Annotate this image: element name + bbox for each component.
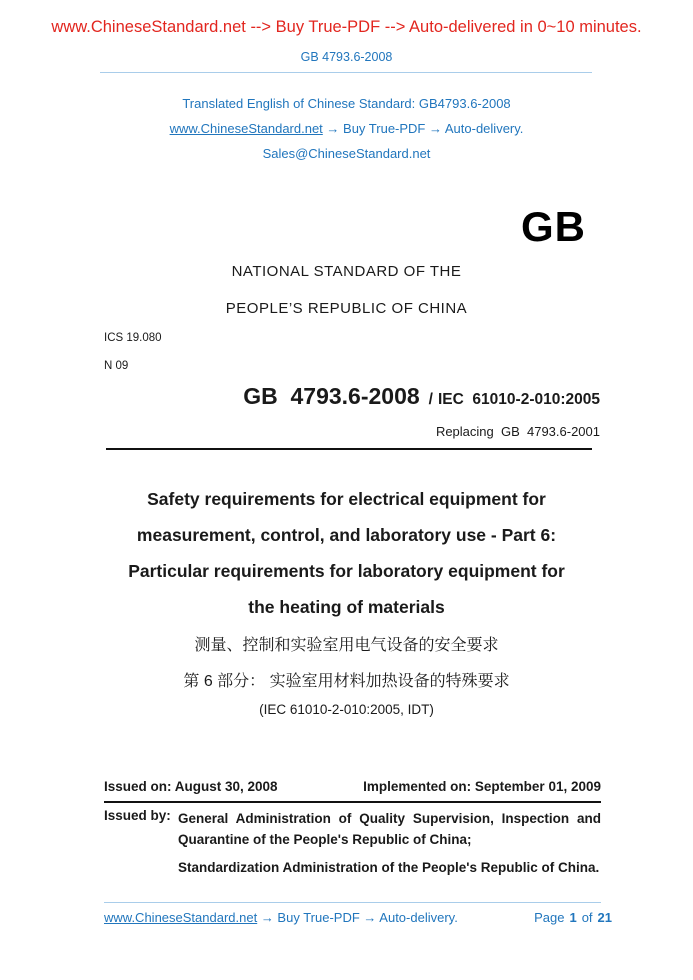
ics-code: ICS 19.080 <box>104 332 162 344</box>
iec-number: IEC 61010-2-010:2005 <box>437 391 600 408</box>
national-standard-line1: NATIONAL STANDARD OF THE <box>231 263 462 280</box>
issuers-block <box>178 808 601 885</box>
title-en-line-4: the heating of materials <box>248 597 445 617</box>
promo-banner: www.ChineseStandard.net --> Buy True-PDF --> Auto-delivered in 0~10 minutes. <box>51 18 642 36</box>
gb-logo: GB <box>521 203 586 250</box>
issued-by-label: Issued by: <box>104 808 171 823</box>
title-divider <box>106 448 592 450</box>
classification-code: N 09 <box>104 360 129 372</box>
total-pages: 21 <box>597 910 612 925</box>
title-en-line-1: Safety requirements for electrical equipment for <box>147 489 546 509</box>
issuer-1: General Administration of Quality Supervision, Inspection and Quarantine of the People's Republic of China; <box>178 811 601 847</box>
issuer-2: Standardization Administration of the People's Republic of China. <box>178 860 600 875</box>
translated-line: Translated English of Chinese Standard: GB4793.6-2008 <box>182 96 511 111</box>
title-zh-line-2: 第 6 部分： 实验室用材料加热设备的特殊要求 <box>183 673 510 690</box>
footer-buy-suffix: → Buy True-PDF → Auto-delivery. <box>257 910 458 925</box>
issuance-dates-row <box>104 779 601 794</box>
page-indicator <box>534 910 612 925</box>
buy-line <box>0 121 693 136</box>
implemented-on: Implemented on: September 01, 2009 <box>363 779 601 794</box>
issuance-divider <box>104 801 601 803</box>
standard-number-row <box>0 383 600 410</box>
national-standard-line2: PEOPLE’S REPUBLIC OF CHINA <box>225 300 468 317</box>
running-header-doc-code: GB 4793.6-2008 <box>300 50 393 64</box>
title-en-line-3: Particular requirements for laboratory equipment for <box>128 561 565 581</box>
standard-number: GB 4793.6-2008 <box>243 383 420 409</box>
issued-on: Issued on: August 30, 2008 <box>104 779 278 794</box>
replacing-note: Replacing GB 4793.6-2001 <box>435 424 600 439</box>
footer-divider <box>104 902 601 903</box>
header-divider <box>100 72 592 73</box>
footer-chinesestandard-link[interactable]: www.ChineseStandard.net <box>104 910 258 925</box>
footer-row <box>104 910 612 925</box>
title-zh-line-1: 测量、控制和实验室用电气设备的安全要求 <box>194 637 499 654</box>
page-label: Page <box>534 910 565 925</box>
footer-buy-line <box>104 910 458 925</box>
title-en-line-2: measurement, control, and laboratory use - Part 6: <box>136 525 557 545</box>
idt-note: (IEC 61010-2-010:2005, IDT) <box>259 702 434 717</box>
standard-number-separator: / <box>428 391 433 408</box>
of-label: of <box>581 910 593 925</box>
page-number: 1 <box>569 910 577 925</box>
buy-line-suffix: → Buy True-PDF → Auto-delivery. <box>322 121 524 136</box>
sales-email: Sales@ChineseStandard.net <box>262 146 431 161</box>
chinesestandard-link[interactable]: www.ChineseStandard.net <box>169 121 323 136</box>
